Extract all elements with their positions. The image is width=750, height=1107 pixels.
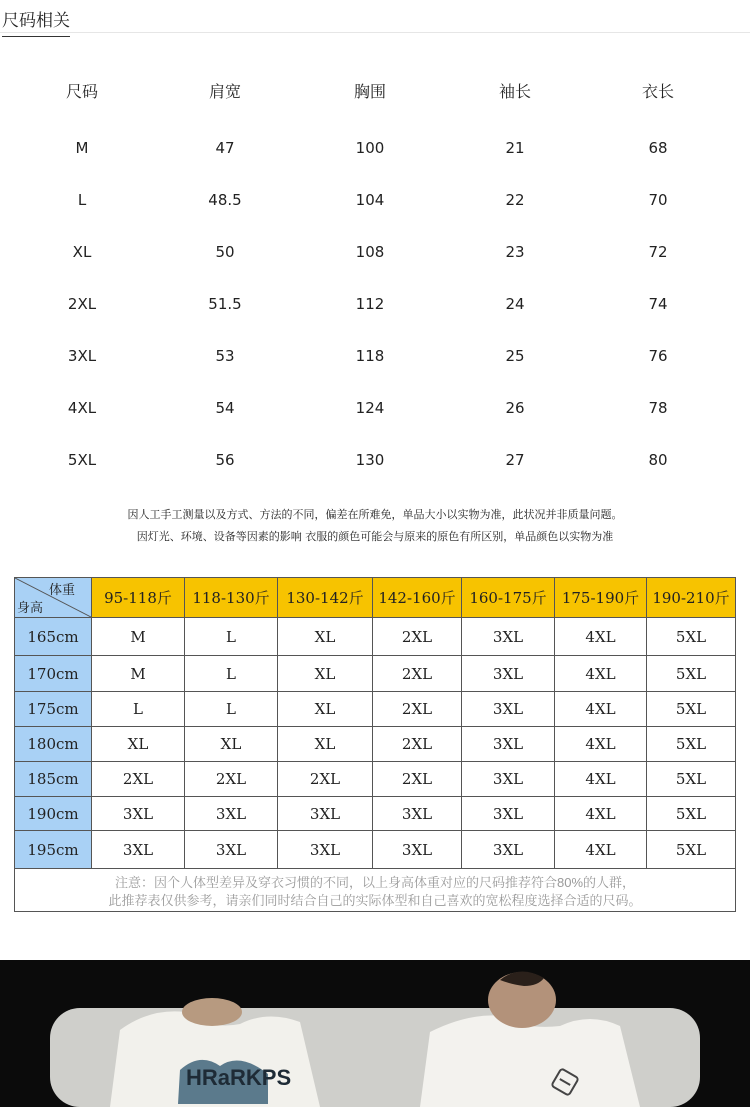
recommended-size-cell: 3XL [278, 797, 373, 831]
weight-header-cell: 95-118斤 [92, 578, 185, 618]
size-table-cell: 78 [648, 399, 668, 417]
size-table-cell: 47 [215, 139, 235, 157]
size-table-header [0, 74, 750, 104]
recommended-size-cell: 5XL [647, 797, 735, 831]
weight-header-cell: 190-210斤 [647, 578, 735, 618]
recommended-size-cell: 3XL [373, 831, 462, 869]
corner-weight-label: 体重 [48, 582, 75, 597]
size-table-row [0, 394, 750, 424]
size-header-cell: 尺码 [65, 82, 99, 101]
grid-note-line-1: 注意：因个人体型差异及穿衣习惯的不同，以上身高体重对应的尺码推荐符合80%的人群， [114, 875, 636, 890]
recommended-size-cell: L [185, 692, 278, 727]
size-table-cell: 4XL [67, 399, 97, 417]
recommended-size-cell: 2XL [92, 762, 185, 797]
recommended-size-cell: 3XL [462, 727, 555, 762]
size-header-cell: 胸围 [353, 82, 387, 101]
size-table-cell: 124 [355, 399, 385, 417]
model-photo-image [0, 960, 750, 1107]
size-table-cell: 76 [648, 347, 668, 365]
size-table-cell: 27 [505, 451, 525, 469]
size-table-row [0, 134, 750, 164]
size-table-cell: XL [72, 243, 92, 261]
size-table-cell: 21 [505, 139, 525, 157]
size-table-cell: 22 [505, 191, 525, 209]
height-label-cell: 185cm [15, 762, 92, 797]
recommended-size-cell: 5XL [647, 831, 735, 869]
size-table-cell: 104 [355, 191, 385, 209]
recommended-size-cell: XL [278, 656, 373, 692]
size-table-row [0, 446, 750, 476]
recommended-size-cell: L [92, 692, 185, 727]
size-table-cell: 25 [505, 347, 525, 365]
recommended-size-cell: XL [278, 727, 373, 762]
recommended-size-cell: 2XL [373, 656, 462, 692]
size-table-cell: 130 [355, 451, 385, 469]
size-table-cell: 108 [355, 243, 385, 261]
recommended-size-cell: M [92, 656, 185, 692]
grid-corner-cell [15, 578, 92, 618]
recommended-size-cell: 5XL [647, 727, 735, 762]
recommended-size-cell: XL [278, 692, 373, 727]
size-table-cell: 50 [215, 243, 235, 261]
recommended-size-cell: 5XL [647, 618, 735, 656]
grid-note [15, 871, 735, 914]
recommended-size-cell: L [185, 656, 278, 692]
size-recommendation-grid [14, 577, 736, 912]
recommended-size-cell: 3XL [92, 797, 185, 831]
size-table-cell: 112 [355, 295, 385, 313]
recommended-size-cell: L [185, 618, 278, 656]
weight-header-cell: 175-190斤 [555, 578, 647, 618]
measurement-note-1: 因人工手工测量以及方式、方法的不同，偏差在所难免，单品大小以实物为准，此状况并非质量问题。 [127, 508, 623, 521]
recommended-size-cell: 5XL [647, 692, 735, 727]
size-header-cell: 衣长 [641, 82, 675, 101]
weight-header-cell: 142-160斤 [373, 578, 462, 618]
size-table-cell: 74 [648, 295, 668, 313]
recommended-size-cell: 3XL [462, 656, 555, 692]
recommended-size-cell: 4XL [555, 692, 647, 727]
recommended-size-cell: 2XL [278, 762, 373, 797]
section-title: 尺码相关 [2, 6, 70, 37]
recommended-size-cell: 4XL [555, 831, 647, 869]
size-table-row [0, 238, 750, 268]
recommended-size-cell: 3XL [373, 797, 462, 831]
recommended-size-cell: 2XL [373, 618, 462, 656]
height-label-cell: 170cm [15, 656, 92, 692]
size-table-cell: L [77, 191, 87, 209]
weight-header-cell: 130-142斤 [278, 578, 373, 618]
recommended-size-cell: M [92, 618, 185, 656]
recommended-size-cell: 4XL [555, 797, 647, 831]
recommended-size-cell: 4XL [555, 727, 647, 762]
shirt-print-text: HRaRKPS [186, 1065, 292, 1090]
corner-height-label: 身高 [17, 600, 44, 615]
size-table-cell: M [75, 139, 89, 157]
size-table-cell: 56 [215, 451, 235, 469]
size-table-cell: 2XL [67, 295, 97, 313]
size-table-cell: 70 [648, 191, 668, 209]
weight-header-cell: 160-175斤 [462, 578, 555, 618]
recommended-size-cell: 2XL [185, 762, 278, 797]
size-header-cell: 袖长 [498, 82, 532, 101]
recommended-size-cell: 2XL [373, 727, 462, 762]
recommended-size-cell: 4XL [555, 656, 647, 692]
size-table-row [0, 186, 750, 216]
recommended-size-cell: 3XL [462, 618, 555, 656]
recommended-size-cell: XL [185, 727, 278, 762]
weight-header-cell: 118-130斤 [185, 578, 278, 618]
height-label-cell: 175cm [15, 692, 92, 727]
size-table-cell: 3XL [67, 347, 97, 365]
recommended-size-cell: 3XL [185, 797, 278, 831]
height-label-cell: 165cm [15, 618, 92, 656]
recommended-size-cell: 2XL [373, 692, 462, 727]
size-table-cell: 23 [505, 243, 525, 261]
recommended-size-cell: 4XL [555, 618, 647, 656]
recommended-size-cell: 4XL [555, 762, 647, 797]
size-table-cell: 53 [215, 347, 235, 365]
recommended-size-cell: XL [92, 727, 185, 762]
size-table-cell: 118 [355, 347, 385, 365]
size-table-cell: 68 [648, 139, 668, 157]
recommended-size-cell: 3XL [92, 831, 185, 869]
recommended-size-cell: 3XL [185, 831, 278, 869]
size-table-cell: 54 [215, 399, 235, 417]
size-table-row [0, 290, 750, 320]
model-photo-banner [0, 960, 750, 1107]
size-table-cell: 24 [505, 295, 525, 313]
size-table-cell: 26 [505, 399, 525, 417]
recommended-size-cell: 5XL [647, 656, 735, 692]
height-label-cell: 195cm [15, 831, 92, 869]
recommended-size-cell: 3XL [278, 831, 373, 869]
recommended-size-cell: 3XL [462, 831, 555, 869]
size-header-cell: 肩宽 [208, 82, 242, 101]
measurement-note-2: 因灯光、环境、设备等因素的影响 衣服的颜色可能会与原来的原色有所区别，单品颜色以实物为准 [136, 530, 614, 543]
recommended-size-cell: 3XL [462, 797, 555, 831]
size-table-cell: 51.5 [208, 295, 242, 313]
recommended-size-cell: 2XL [373, 762, 462, 797]
size-table-cell: 48.5 [208, 191, 242, 209]
recommended-size-cell: 5XL [647, 762, 735, 797]
size-table-cell: 72 [648, 243, 668, 261]
grid-note-line-2: 此推荐表仅供参考，请亲们同时结合自己的实际体型和自己喜欢的宽松程度选择合适的尺码。 [108, 893, 642, 908]
size-table-row [0, 342, 750, 372]
size-table-cell: 80 [648, 451, 668, 469]
recommended-size-cell: 3XL [462, 762, 555, 797]
recommended-size-cell: 3XL [462, 692, 555, 727]
recommended-size-cell: XL [278, 618, 373, 656]
height-label-cell: 180cm [15, 727, 92, 762]
size-table-cell: 5XL [67, 451, 97, 469]
section-divider [0, 32, 750, 33]
size-table-cell: 100 [355, 139, 385, 157]
height-label-cell: 190cm [15, 797, 92, 831]
